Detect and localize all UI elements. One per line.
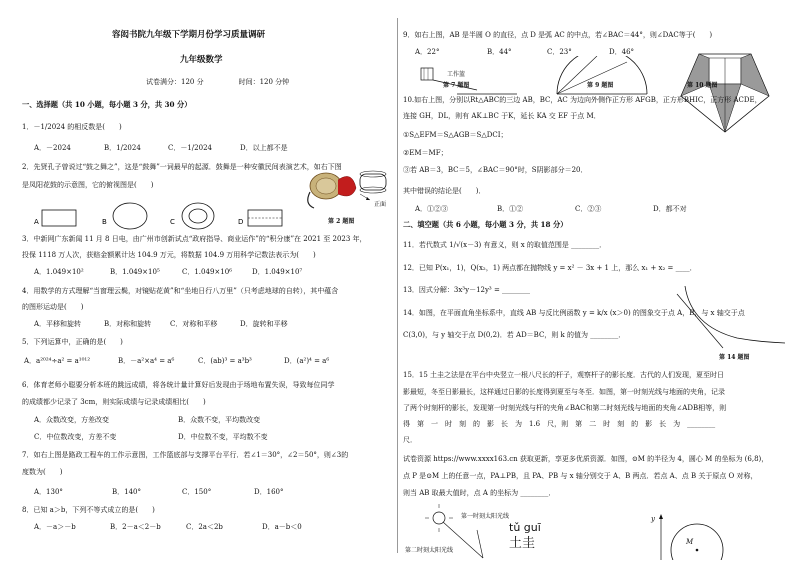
fig7-basket-label: 工作篮 [447,71,466,78]
flower-drum-figure [300,162,394,214]
fig9-caption: 第 9 题图 [587,82,614,89]
q15-stem-line3: 了两个时刻杆的影长，发现第一时刻光线与杆的夹角∠BAC和第二时刻光线与地面的夹角∠ADB相等，则 [403,404,727,412]
fig15-pinyin: tǔ guī [509,521,541,534]
q7-stem-line2: 度数为( ) [22,468,63,476]
q2-option-a: A [34,218,39,226]
q8-option-c: C．2a＜2b [186,523,223,531]
exam-info: 试卷满分：120 分 时间：120 分钟 [146,78,290,86]
q4-option-b: B．对称和旋转 [104,320,152,328]
center-m-point [696,549,699,552]
q1-stem: 1．－1/2024 的相反数是( ) [22,123,122,131]
q16-stem-line1: 试卷资源 https://www.xxxx163.cn 获取更新，享更多优质资源．如图，⊙M 的半径为 4，圆心 M 的坐标为 (6,8)， [403,455,769,463]
q1-option-c: C．－1/2024 [168,144,212,152]
q10-ask: 其中错误的结论是( )． [403,187,486,195]
q9-option-b: B．44° [487,48,512,56]
q2-option-c: C [170,218,175,226]
q8-option-b: B．2－a＜2－b [110,523,161,531]
q15-stem-line4: 得 第 一 时 刻 的 影 长 为 1.6 尺，则 第 二 时 刻 的 影 长 为 ________ [403,420,716,428]
q3-stem-line2: 投保 1118 万人次，获赔金额累计达 104.9 万元，将数据 104.9 万用科学记数法表示为( ) [22,251,316,259]
q2-option-a-shape [42,210,76,226]
q15-stem-line1: 15．15 土圭之法是在平台中央竖立一根八尺长的杆子，观察杆子的影长度．古代的人们发现，夏至时日 [403,371,725,379]
line-ab [677,294,723,348]
q12-stem: 12．已知 P(x₁，1)，Q(x₂，1) 两点都在抛物线 y = x² － 3x + 1 上，那么 x₁ + x₂ = ____． [403,264,697,272]
q7-option-a: A．130° [34,488,63,496]
q10-statement-1: ①S△EFM＝S△AGB＝S△DCI； [403,131,508,139]
q14-stem-line2: C(3,0)，与 y 轴交于点 D(0,2)．若 AD＝BC，则 k 的值为 ________． [403,331,626,339]
q4-option-c: C．对称和平移 [170,320,218,328]
q15-stem-line5: 尺． [403,436,417,444]
fig10-caption: 第 10 题图 [687,82,718,89]
q2-option-c-inner [189,209,207,223]
q8-stem: 8．已知 a＞b，下列不等式成立的是( ) [22,506,155,514]
q8-option-a: A．－a＞－b [34,523,76,531]
fig14-figure [667,282,787,352]
q4-stem-line2: 的图形运动是( ) [22,303,84,311]
q2-options-figure [20,196,300,232]
work-basket-icon [421,68,433,80]
q9-stem: 9．如右上图，AB 是半圆 O 的直径，点 D 是弧 AC 的中点，若∠BAC＝44°，则∠DAC等于( ) [403,31,713,39]
q8-option-d: D．a－b＜0 [262,523,302,531]
q16-stem-line3: 则当 AB 取最大值时，点 A 的坐标为 ________． [403,489,556,497]
q2-option-c-outer [182,203,214,229]
q5-option-a: A．a²⁰²⁴÷a² = a¹⁰¹² [24,357,91,365]
q3-option-d: D．1.049×10⁷ [252,268,303,276]
q2-option-d: D [238,218,244,226]
q14-stem-line1: 14．如图，在平面直角坐标系中，直线 AB 与反比例函数 y = k/x (x＞0) 的图象交于点 A，B，与 x 轴交于点 [403,309,745,317]
fig9-figure [547,56,657,96]
fig10-figure [669,34,781,142]
q2-option-b: B [102,218,107,226]
q2-option-b-shape [113,203,147,229]
fig15-ray1-label: 第一时刻太阳光线 [461,513,510,520]
q5-stem: 5．下列运算中，正确的是( ) [22,338,123,346]
q6-option-a: A．众数改变，方差改变 [34,416,110,424]
shaded-region-right [741,54,769,96]
q6-stem-line2: 的成绩都少记录了 3cm，则实际成绩与记录成绩相比( ) [22,398,206,406]
q7-option-b: B．140° [112,488,142,496]
q7-stem-line1: 7．如右上图是路政工程车的工作示意图，工作篮底部与支撑平台平行．若∠1＝30°，∠2＝50°，则∠3的 [22,451,349,459]
q2-stem-line1: 2．先贤孔子曾说过“鼓之舞之”，这是“鼓舞”一词最早的起源．鼓舞是一种安徽民间表演艺术，如右下图 [22,163,342,171]
q15-stem-line2: 影最短，冬至日影最长，这样通过日影的长度得到夏至与冬至．如图，第一时刻光线与地面的夹角，记录 [403,388,725,396]
section1-heading: 一、选择题（共 10 小题，每小题 3 分，共 30 分） [22,100,192,109]
q10-option-a: A．①②③ [415,205,449,213]
drum-ribbon-icon [338,176,356,196]
q9-option-d: D．46° [609,48,635,56]
fig16-figure [649,512,789,560]
fig16-y-label: y [651,515,655,523]
q5-option-d: D．(a²)⁴ = a⁶ [284,357,330,365]
q10-statement-3: ③若 AB＝3，BC＝5，∠BAC＝90°时，S阴影部分＝20． [403,166,588,174]
q6-stem-line1: 6．体育老师小聪要分析本班的跳远成绩，将各统计量计算好后发现由于场地布置失误，导致每位同学 [22,381,335,389]
fig16-m-label: M [686,538,694,546]
q13-stem: 13．因式分解：3x³y－12y³ = ________ [403,286,531,294]
fig15-hanzi: 土圭 [509,536,536,551]
q6-option-c: C．中位数改变，方差不变 [34,433,117,441]
shaded-region-left [681,54,709,96]
fig7-caption: 第 7 题图 [443,82,470,89]
q3-option-c: C．1.049×10⁶ [182,268,232,276]
q10-statement-2: ②EM＝MF； [403,149,448,157]
q7-option-d: D．160° [254,488,284,496]
right-column [397,0,794,561]
q5-option-b: B．－a²×a⁴ = a⁶ [118,357,175,365]
fig2-front-label: 正面 [374,201,387,208]
q10-option-b: B．①② [497,205,524,213]
q11-stem: 11．若代数式 1/√(x－3) 有意义，则 x 的取值范围是 ________． [403,241,607,249]
q10-option-c: C．②③ [575,205,602,213]
q7-option-c: C．150° [182,488,212,496]
q16-stem-line2: 点 P 是⊙M 上的任意一点，PA⊥PB，且 PA、PB 与 x 轴分别交于 A、B 两点．若点 A、点 B 关于原点 O 对称， [403,472,758,480]
q3-stem-line1: 3．中新网广东新闻 11 月 8 日电，由广州市创新试点“政府指导、商业运作”的“积分康”在 2021 至 2023 年， [22,235,367,243]
q10-option-d: D．都不对 [653,205,687,213]
q9-option-c: C．23° [547,48,572,56]
fig7-figure [417,60,527,96]
q10-stem-line1: 10.如右上图，分别以Rt△ABC的三边 AB，BC，AC 为边向外侧作正方形 AFGB，正方形BHIC，正方形 ACDE， [403,96,762,104]
q3-option-b: B．1.049×10⁵ [110,268,160,276]
q9-option-a: A．22° [415,48,440,56]
q6-option-d: D．中位数不变，平均数不变 [178,433,268,441]
q1-option-b: B．1/2024 [104,144,141,152]
q3-option-a: A．1.049×10² [34,268,84,276]
q6-option-b: B．众数不变，平均数改变 [178,416,261,424]
q10-stem-line2: 连接 GH，DL，则有 AK⊥BC 于K，延长 KA 交 EF 于点 M． [403,112,601,120]
q4-option-a: A．平移和旋转 [34,320,82,328]
q1-option-d: D．以上都不是 [240,144,288,152]
hyperbola-curve [685,286,785,343]
q4-stem-line1: 4．用数学的方式理解“当窗理云鬓，对镜贴花黄”和“坐地日行八万里”（只考虑地球的自转），其中蕴含 [22,287,339,295]
exam-title: 容闳书院九年级下学期月份学习质量调研 [112,30,266,40]
fig14-caption: 第 14 题图 [719,354,750,361]
fig2-caption: 第 2 题图 [328,218,355,225]
q2-stem-line2: 是凤阳花鼓的示意图，它的俯视图是( ) [22,181,154,189]
subject-title: 九年级数学 [180,55,223,65]
q5-option-c: C．(ab)³ = a³b³ [198,357,252,365]
section2-heading: 二、填空题（共 6 小题，每小题 3 分，共 18 分） [403,220,568,229]
circle-m [671,524,723,560]
q1-option-a: A．－2024 [34,144,71,152]
fig15-ray2-label: 第二时刻太阳光线 [405,547,454,554]
q4-option-d: D．旋转和平移 [240,320,288,328]
